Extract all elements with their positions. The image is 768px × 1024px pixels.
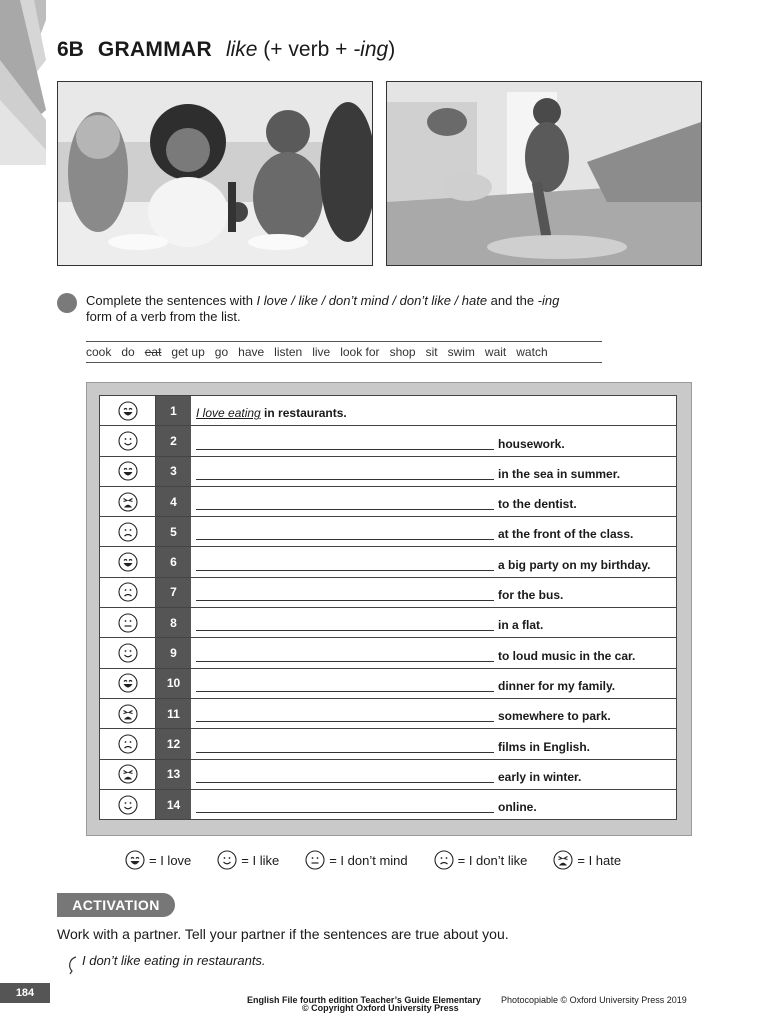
sentence-ending: in a flat. [498,618,544,633]
legend-label: = I don’t like [457,852,528,868]
section-label: GRAMMAR [97,38,212,61]
sentence-ending: a big party on my birthday. [498,557,651,572]
example-sentence [196,406,347,420]
topic-word: like [225,38,258,61]
word-list-item: live [312,345,331,359]
sentence-line [196,487,670,516]
sentence-line [196,547,670,576]
sentence-row [99,487,677,517]
row-number: 2 [156,426,191,455]
like-face-icon [217,850,241,870]
activation-label: ACTIVATION [57,893,175,917]
row-number: 12 [156,729,191,758]
hate-face-icon [553,850,577,870]
sentence-ending: early in winter. [498,769,582,784]
sentence-row [99,760,677,790]
sentence-ending: online. [498,800,537,815]
like-face-icon [100,426,156,455]
sentence-ending: to loud music in the car. [498,648,636,663]
sentence-line [196,790,670,819]
topic-ing: -ing [353,38,389,61]
love-face-icon [100,396,156,425]
instruction-options: I love / like / don’t mind / don’t like / hate [256,293,488,308]
row-number: 13 [156,760,191,789]
legend-label: = I hate [577,852,622,868]
answer-blank[interactable] [196,782,494,783]
hate-face-icon [100,760,156,789]
sentence-row [99,669,677,699]
answer-blank[interactable] [196,752,494,753]
word-list-item: listen [274,345,303,359]
activation-text: Work with a partner. Tell your partner if the sentences are true about you. [57,926,509,942]
row-number: 7 [156,578,191,607]
page-number: 184 [0,983,50,1003]
decorative-fan-graphic [0,0,46,165]
legend-item-dontlike [434,850,528,870]
sentence-line [196,669,670,698]
sentence-ending: to the dentist. [498,497,577,512]
sentence-row [99,729,677,759]
sentence-row [99,395,677,426]
photo-friends-eating [57,81,373,266]
footer-photocopiable: Photocopiable © Oxford University Press 2019 [501,995,687,1005]
word-list-item: sit [425,345,438,359]
row-number: 8 [156,608,191,637]
row-number: 14 [156,790,191,819]
footer-book-title: English File fourth edition Teacher’s Guide Elementary [247,995,481,1005]
dontlike-face-icon [100,578,156,607]
word-list-item: swim [447,345,475,359]
sentence-row [99,578,677,608]
word-list-item: go [214,345,229,359]
exercise-bullet [57,293,77,313]
word-list-item: watch [516,345,548,359]
sentence-ending: somewhere to park. [498,709,611,724]
dontlike-face-icon [100,729,156,758]
verb-word-list [86,341,602,363]
word-list-item: do [121,345,135,359]
legend-item-hate [553,850,621,870]
legend-item-love [125,850,191,870]
sentence-line [196,699,670,728]
legend-label: = I like [241,852,280,868]
speech-mark-icon [66,955,80,975]
sentence-row [99,790,677,820]
instruction-text-b: and the [487,293,538,308]
legend-label: = I don’t mind [329,852,408,868]
exercise-instruction [86,293,586,325]
sentence-line [196,608,670,637]
word-list-item: look for [340,345,380,359]
topic-part: (+ verb + [257,38,354,61]
sentence-row [99,638,677,668]
row-number: 9 [156,638,191,667]
instruction-text-a: Complete the sentences with [86,293,257,308]
sentence-line [196,760,670,789]
sentence-line [196,578,670,607]
sentence-line [196,517,670,546]
sentence-row [99,699,677,729]
answer-blank[interactable] [196,721,494,722]
legend-item-dontmind [305,850,407,870]
sentence-row [99,517,677,547]
word-list-item: have [238,345,265,359]
sentence-grid [99,395,677,820]
word-list-item: cook [86,345,112,359]
sentence-ending: dinner for my family. [498,678,616,693]
answer-blank[interactable] [196,812,494,813]
photo-woman-vacuuming [386,81,702,266]
row-number: 6 [156,547,191,576]
sentence-line [196,396,670,425]
sentence-line [196,729,670,758]
page-title [57,38,395,62]
answer-blank[interactable] [196,539,494,540]
activation-example: I don’t like eating in restaurants. [82,953,266,968]
sentence-line [196,426,670,455]
sentence-ending: for the bus. [498,588,564,603]
row-number: 4 [156,487,191,516]
answer-blank[interactable] [196,449,494,450]
sentence-ending: in the sea in summer. [498,466,621,481]
answer-blank[interactable] [196,479,494,480]
answer-blank[interactable] [196,691,494,692]
dontlike-face-icon [434,850,458,870]
sentence-row [99,457,677,487]
word-list-item: shop [389,345,416,359]
love-face-icon [100,547,156,576]
example-answer: I love eating [196,406,261,421]
answer-blank[interactable] [196,661,494,662]
love-face-icon [125,850,149,870]
love-face-icon [100,669,156,698]
hate-face-icon [100,487,156,516]
footer-copyright: © Copyright Oxford University Press [302,1003,459,1013]
word-list-item: eat [144,345,162,359]
row-number: 10 [156,669,191,698]
topic-close: ) [388,38,396,61]
example-ending: in restaurants. [260,406,347,421]
row-number: 5 [156,517,191,546]
word-list-item: get up [171,345,205,359]
answer-blank[interactable] [196,630,494,631]
word-list-item: wait [484,345,507,359]
like-face-icon [100,638,156,667]
row-number: 1 [156,396,191,425]
unit-code: 6B [57,38,84,61]
dontmind-face-icon [100,608,156,637]
sentence-line [196,457,670,486]
row-number: 3 [156,457,191,486]
sentence-row [99,426,677,456]
dontlike-face-icon [100,517,156,546]
answer-blank[interactable] [196,600,494,601]
hate-face-icon [100,699,156,728]
exercise-table [86,382,692,836]
sentence-ending: at the front of the class. [498,527,634,542]
love-face-icon [100,457,156,486]
legend-label: = I love [149,852,192,868]
dontmind-face-icon [305,850,329,870]
instruction-text-c: form of a verb from the list. [86,309,241,324]
sentence-row [99,547,677,577]
sentence-ending: housework. [498,436,565,451]
sentence-ending: films in English. [498,739,591,754]
instruction-ing: -ing [537,293,560,308]
row-number: 11 [156,699,191,728]
sentence-row [99,608,677,638]
face-legend [125,850,647,870]
like-face-icon [100,790,156,819]
answer-blank[interactable] [196,570,494,571]
sentence-line [196,638,670,667]
answer-blank[interactable] [196,509,494,510]
legend-item-like [217,850,279,870]
